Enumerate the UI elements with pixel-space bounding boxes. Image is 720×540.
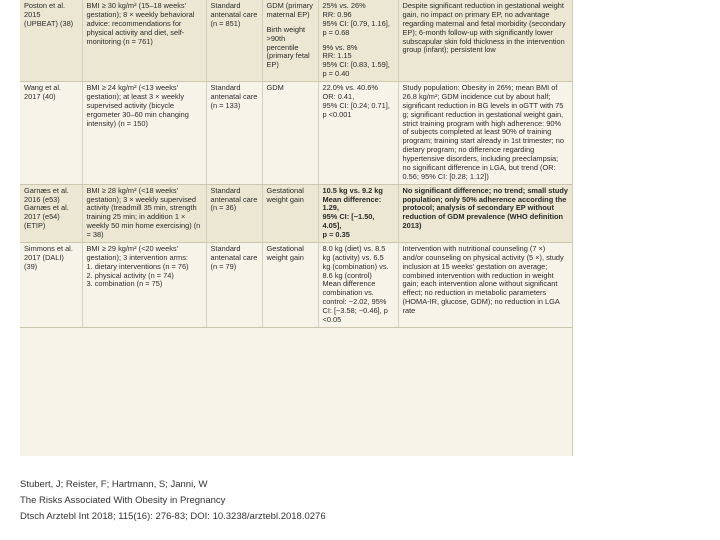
- cell-population: [82, 82, 206, 185]
- cell-study: [20, 242, 82, 327]
- citation-title: The Risks Associated With Obesity in Pregnancy: [20, 495, 226, 506]
- cell-study: [20, 82, 82, 185]
- cell-control-text: Standard antenatal care (n = 36): [210, 185, 258, 213]
- cell-study-text: Garnæs et al. 2016 (e53) Garnæs et al. 2017 (e54) (ETIP): [24, 185, 69, 231]
- cell-comment: [398, 82, 572, 185]
- cell-control-text: Standard antenatal care (n = 133): [210, 83, 258, 110]
- cell-endpoint: [262, 0, 318, 82]
- study-table-body: [20, 0, 572, 327]
- cell-result-primary: 22.0% vs. 40.6% OR: 0.41, 95% CI: [0.24; 0.71], p <0.001: [322, 83, 390, 119]
- cell-result-primary: 25% vs. 26% RR: 0.96 95% CI: [0.79, 1.16], p = 0.68: [322, 1, 390, 37]
- cell-result: [318, 242, 398, 327]
- cell-study: [20, 0, 82, 82]
- cell-population-text: BMI ≥ 24 kg/m² (<13 weeks' gestation); at least 3 × weekly supervised activity (bicycle ergometer 30–60 min changing intensity) (n = 150): [86, 83, 189, 128]
- table-row: [20, 184, 572, 242]
- cell-result: [318, 82, 398, 185]
- cell-study-text: Wang et al. 2017 (40): [24, 83, 62, 101]
- cell-result-primary: 8.0 kg (diet) vs. 8.5 kg (activity) vs. 6.5 kg (combination) vs. 8.6 kg (control) Mean difference combination vs. control: −2.02, 95% CI: [−3.58; −0.46], p <0.05: [322, 243, 389, 324]
- cell-control: [206, 242, 262, 327]
- cell-endpoint-primary: Gestational weight gain: [266, 185, 304, 204]
- cell-control: [206, 184, 262, 242]
- study-table-image: [20, 0, 573, 456]
- cell-comment-text: Despite significant reduction in gestational weight gain, no impact on primary EP, no advantage regarding maternal and fetal morbidity (secondary EP); 6-month follow-up with significantly lower subscapular skin fold thickness in the intervention group (infant); persistent low: [402, 1, 566, 55]
- cell-comment-text: Study population: Obesity in 26%; mean BMI of 26.8 kg/m²; GDM incidence cut by about half; significant reduction in BG levels in oGTT with 75 g; significant reduction in gestational weight gain, strict training program with high adherence: 90% of subjects completed at least 90% of training program; training start already in 1st trimester; no dietary program; no difference regarding hypertensive disorders, including preeclampsia; no significant difference in LGA, but trend (OR: 0.56; 95% CI: [0.28; 1.12]): [402, 83, 564, 181]
- table-row: [20, 82, 572, 185]
- cell-result: [318, 184, 398, 242]
- cell-result-secondary: 9% vs. 8% RR: 1.15 95% CI: [0.83, 1.59], p = 0.40: [322, 42, 390, 79]
- citation-authors: Stubert, J; Reister, F; Hartmann, S; Janni, W: [20, 479, 208, 490]
- study-table: [20, 0, 572, 328]
- cell-control-text: Standard antenatal care (n = 79): [210, 243, 258, 271]
- cell-study-text: Simmons et al. 2017 (DALI) (39): [24, 243, 73, 271]
- cell-endpoint-secondary: Birth weight >90th percentile (primary fetal EP): [266, 24, 310, 70]
- cell-endpoint-primary: GDM (primary maternal EP): [266, 1, 313, 19]
- cell-endpoint: [262, 184, 318, 242]
- table-row: [20, 242, 572, 327]
- cell-study-text: Poston et al. 2015 (UPBEAT) (38): [24, 1, 74, 28]
- cell-study: [20, 184, 82, 242]
- cell-comment: [398, 0, 572, 82]
- cell-control: [206, 0, 262, 82]
- cell-endpoint-primary: Gestational weight gain: [266, 243, 304, 262]
- cell-comment: [398, 242, 572, 327]
- table-row: [20, 0, 572, 82]
- cell-comment-text: No significant difference; no trend; small study population; only 50% adherence according the protocol; analysis of secondary EP without reduction of GDM prevalence (WHO definition 2013): [402, 185, 568, 231]
- cell-population-text: BMI ≥ 28 kg/m² (<18 weeks' gestation); 3 × weekly supervised activity (treadmill 35 min, strength training 25 min; in addition 1 × weekly 50 min home exercising) (n = 38): [86, 185, 201, 239]
- cell-comment-text: Intervention with nutritional counseling (7 ×) and/or counseling on physical activity (5 ×), study inclusion at 15 weeks' gestation on average; combined intervention with reduction in weight gain; each intervention alone without significant effect; no reduction in metabolic parameters (HOMA-IR, glucose, GDM); no reduction in LGA rate: [402, 243, 564, 315]
- cell-result: [318, 0, 398, 82]
- cell-population: [82, 184, 206, 242]
- cell-control: [206, 82, 262, 185]
- cell-population: [82, 242, 206, 327]
- cell-control-text: Standard antenatal care (n = 851): [210, 1, 258, 28]
- cell-population: [82, 0, 206, 82]
- cell-population-text: BMI ≥ 30 kg/m² (15–18 weeks' gestation); 8 × weekly behavioral advice: recommendations for physical activity and diet, self-monitoring (n = 761): [86, 1, 195, 46]
- citation: [20, 477, 326, 525]
- cell-endpoint: [262, 82, 318, 185]
- cell-comment: [398, 184, 572, 242]
- cell-endpoint: [262, 242, 318, 327]
- cell-result-primary: 10.5 kg vs. 9.2 kg Mean difference: 1.29, 95% CI: [−1.50, 4.05], p = 0.35: [322, 185, 383, 239]
- cell-population-text: BMI ≥ 29 kg/m² (<20 weeks' gestation); 3 intervention arms: 1. dietary interventions (n = 76) 2. physical activity (n = 74) 3. combination (n = 75): [86, 243, 189, 289]
- cell-endpoint-primary: GDM: [266, 83, 284, 92]
- citation-reference: Dtsch Arztebl Int 2018; 115(16): 276-83; DOI: 10.3238/arztebl.2018.0276: [20, 511, 326, 522]
